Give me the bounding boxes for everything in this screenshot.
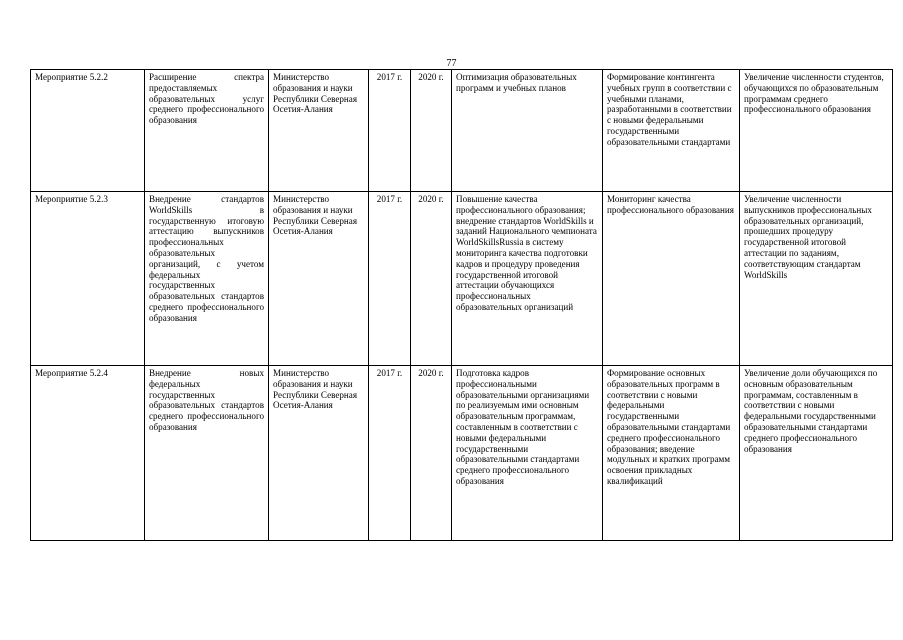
end-year-cell: 2020 г. <box>411 70 452 192</box>
event-number-cell: Мероприятие 5.2.2 <box>31 70 145 192</box>
event-number-cell: Мероприятие 5.2.3 <box>31 192 145 366</box>
expected-result-cell: Подготовка кадров профессиональными образовательными организациями по реализуемым ими основным образовательным программам, составленным в соответствии с новыми федеральными государственными образовательными стандартами среднего профессионального образования <box>452 366 603 541</box>
indicator-cell: Увеличение численности выпускников профессиональных образовательных организаций, прошедших процедуру государственной итоговой аттестации по заданиям, соответствующим стандартам WorldSkills <box>740 192 893 366</box>
start-year-cell: 2017 г. <box>369 366 411 541</box>
expected-result-cell: Повышение качества профессионального образования; внедрение стандартов WorldSkills и заданий Национального чемпионата WorldSkillsRussia в систему мониторинга качества подготовки кадров и процедуру проведения государственной итоговой аттестации обучающихся профессиональных образовательных организаций <box>452 192 603 366</box>
consequences-cell: Мониторинг качества профессионального образования <box>603 192 740 366</box>
consequences-cell: Формирование контингента учебных групп в соответствии с учебными планами, разработанными в соответствии с новыми федеральными государственными образовательными стандартами <box>603 70 740 192</box>
table-row <box>31 192 893 366</box>
table-row <box>31 70 893 192</box>
table-row <box>31 366 893 541</box>
start-year-cell: 2017 г. <box>369 192 411 366</box>
executor-cell: Министерство образования и науки Республики Северная Осетия-Алания <box>269 366 369 541</box>
event-name-cell: Расширение спектра предоставляемых образовательных услуг среднего профессионального образования <box>145 70 269 192</box>
start-year-cell: 2017 г. <box>369 70 411 192</box>
end-year-cell: 2020 г. <box>411 192 452 366</box>
page-number: 77 <box>446 58 457 69</box>
expected-result-cell: Оптимизация образовательных программ и учебных планов <box>452 70 603 192</box>
indicator-cell: Увеличение численности студентов, обучающихся по образовательным программам среднего профессионального образования <box>740 70 893 192</box>
executor-cell: Министерство образования и науки Республики Северная Осетия-Алания <box>269 70 369 192</box>
consequences-cell: Формирование основных образовательных программ в соответствии с новыми федеральными государственными образовательными стандартами среднего профессионального образования; введение модульных и кратких программ освоения прикладных квалификаций <box>603 366 740 541</box>
event-name-cell: Внедрение стандартов WorldSkills в государственную итоговую аттестацию выпускников профессиональных образовательных организаций, с учетом федеральных государственных образовательных стандартов среднего профессионального образования <box>145 192 269 366</box>
executor-cell: Министерство образования и науки Республики Северная Осетия-Алания <box>269 192 369 366</box>
event-name-cell: Внедрение новых федеральных государственных образовательных стандартов среднего профессионального образования <box>145 366 269 541</box>
end-year-cell: 2020 г. <box>411 366 452 541</box>
program-events-table <box>30 69 893 541</box>
indicator-cell: Увеличение доли обучающихся по основным образовательным программам, составленным в соответствии с новыми федеральными государственными образовательными стандартами среднего профессионального образования <box>740 366 893 541</box>
event-number-cell: Мероприятие 5.2.4 <box>31 366 145 541</box>
